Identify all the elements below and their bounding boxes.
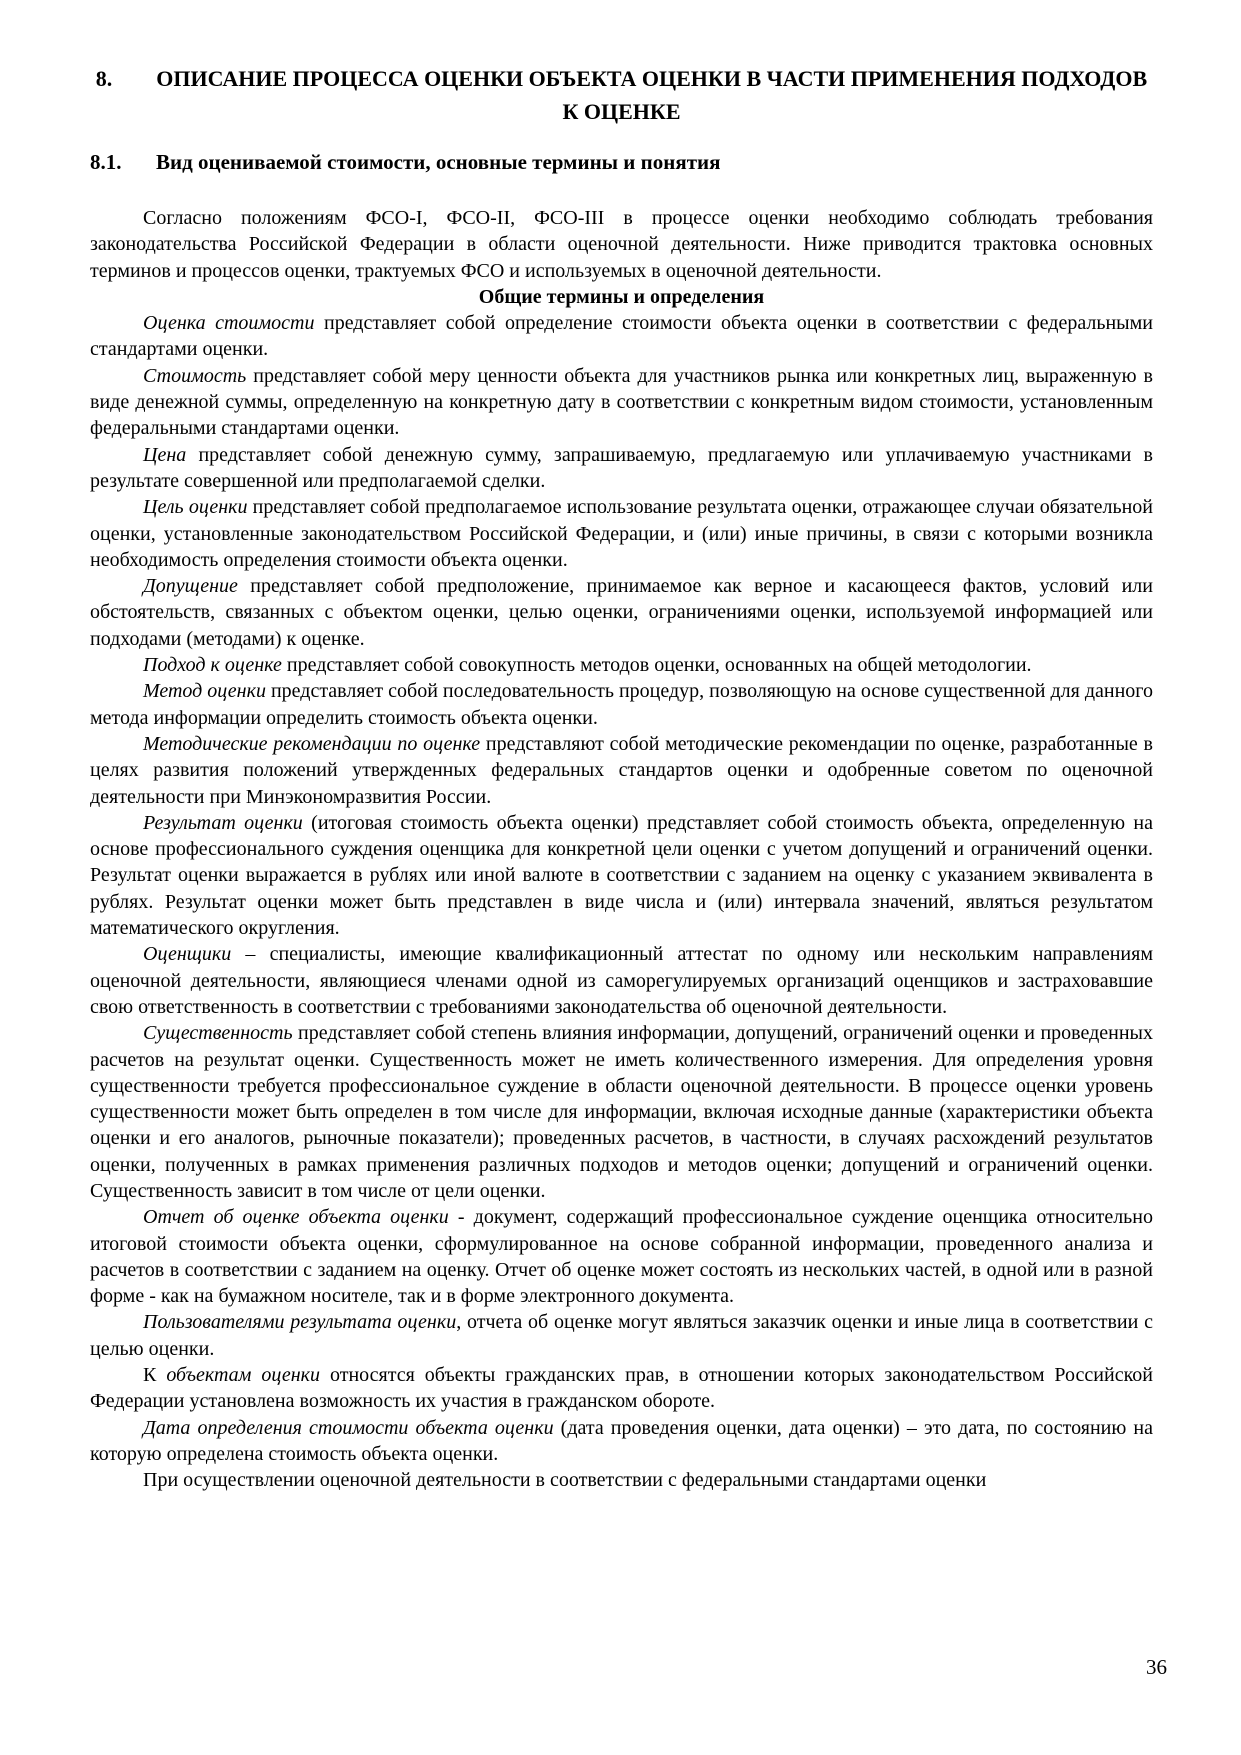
- definition-body: представляет собой денежную сумму, запрашиваемую, предлагаемую или уплачиваемую участниками в результате совершенной или предполагаемой сделки.: [90, 443, 1153, 492]
- definition-term: Цена: [143, 443, 187, 466]
- definition-paragraph: [90, 1362, 1153, 1415]
- page-number: 36: [1146, 1655, 1167, 1679]
- definition-body: (итоговая стоимость объекта оценки) представляет собой стоимость объекта, определенную на основе профессионального суждения оценщика для конкретной цели оценки с учетом допущений и ограничений оценки. Результат оценки выражается в рублях или иной валюте в соответствии с заданием на оценку с указанием эквивалента в рублях. Результат оценки может быть представлен в виде числа и (или) интервала значений, являться результатом математического округления.: [90, 811, 1153, 940]
- section-number: 8.1.: [90, 150, 122, 174]
- definition-paragraph: [90, 652, 1153, 678]
- definition-paragraph: [90, 1204, 1153, 1309]
- definition-body: - документ, содержащий профессиональное суждение оценщика относительно итоговой стоимости объекта оценки, сформулированное на основе собранной информации, проведенного анализа и расчетов в соответствии с заданием на оценку. Отчет об оценке может состоять из нескольких частей, в одной или в разной форме - как на бумажном носителе, так и в форме электронного документа.: [90, 1206, 1153, 1308]
- definition-term: Стоимость: [143, 364, 247, 387]
- definition-paragraph: [90, 1415, 1153, 1468]
- definition-paragraph: [90, 678, 1153, 731]
- definition-term: Методические рекомендации по оценке: [143, 732, 481, 755]
- definition-body: представляет собой определение стоимости объекта оценки в соответствии с федеральными стандартами оценки.: [90, 312, 1153, 361]
- definition-paragraph: [90, 1020, 1153, 1204]
- definition-body: представляет собой предположение, принимаемое как верное и касающееся фактов, условий или обстоятельств, связанных с объектом оценки, целью оценки, ограничениями оценки, используемой информацией или подходами (методами) к оценке.: [90, 575, 1153, 650]
- definition-body: представляет собой последовательность процедур, позволяющую на основе существенной для данного метода информации определить стоимость объекта оценки.: [90, 680, 1153, 729]
- body-text: [90, 205, 1153, 1494]
- definition-paragraph: [90, 494, 1153, 573]
- definition-body: – специалисты, имеющие квалификационный аттестат по одному или нескольким направлениям оценочной деятельности, являющиеся членами одной из саморегулируемых организаций оценщиков и застраховавшие свою ответственность в соответствии с требованиями законодательства об оценочной деятельности.: [90, 943, 1153, 1018]
- intro-paragraph: Согласно положениям ФСО-I, ФСО-II, ФСО-III в процессе оценки необходимо соблюдать требования законодательства Российской Федерации в области оценочной деятельности. Ниже приводится трактовка основных терминов и процессов оценки, трактуемых ФСО и используемых в оценочной деятельности.: [90, 207, 1153, 282]
- definition-body: представляет собой меру ценности объекта для участников рынка или конкретных лиц, выраженную в виде денежной суммы, определенную на конкретную дату в соответствии с конкретным видом стоимости, установленным федеральными стандартами оценки.: [90, 364, 1153, 440]
- definition-body: представляет собой предполагаемое использование результата оценки, отражающее случаи обязательной оценки, установленные законодательством Российской Федерации, и (или) иные причины, в связи с которыми возникла необходимость определения стоимости объекта оценки.: [90, 496, 1153, 571]
- definition-body: , отчета об оценке могут являться заказчик оценки и иные лица в соответствии с целью оценки.: [90, 1311, 1153, 1360]
- definition-paragraph: [90, 310, 1153, 363]
- chapter-heading: [90, 0, 1153, 128]
- definition-term: Подход к оценке: [143, 654, 282, 677]
- definition-body: При осуществлении оценочной деятельности в соответствии с федеральными стандартами оценки: [143, 1469, 987, 1492]
- definition-paragraph: [90, 363, 1153, 442]
- definition-body: относятся объекты гражданских прав, в отношении которых законодательством Российской Федерации установлена возможность их участия в гражданском обороте.: [90, 1364, 1153, 1413]
- definition-body: представляет собой степень влияния информации, допущений, ограничений оценки и проведенных расчетов на результат оценки. Существенность может не иметь количественного измерения. Для определения уровня существенности требуется профессиональное суждение в области оценочной деятельности. В процессе оценки уровень существенности может быть определен в том числе для информации, включая исходные данные (характеристики объекта оценки и его аналогов, рыночные показатели); проведенных расчетов, в частности, в случаях расхождений результатов оценки, полученных в рамках применения различных подходов и методов оценки; допущений и ограничений оценки. Существенность зависит в том числе от цели оценки.: [90, 1022, 1153, 1202]
- definition-paragraph: [90, 731, 1153, 810]
- definition-term: Цель оценки: [143, 496, 248, 519]
- page-content: [90, 0, 1153, 1494]
- definition-body: (дата проведения оценки, дата оценки) – это дата, по состоянию на которую определена стоимость объекта оценки.: [90, 1416, 1153, 1465]
- chapter-title: ОПИСАНИЕ ПРОЦЕССА ОЦЕНКИ ОБЪЕКТА ОЦЕНКИ В ЧАСТИ ПРИМЕНЕНИЯ ПОДХОДОВ К ОЦЕНКЕ: [156, 66, 1148, 124]
- definition-paragraph: [90, 442, 1153, 495]
- definition-term: Метод оценки: [143, 680, 266, 703]
- definition-term: Оценка стоимости: [143, 312, 315, 335]
- definition-prefix: К: [143, 1364, 167, 1387]
- definition-term: Существенность: [143, 1022, 293, 1045]
- section-title: Вид оцениваемой стоимости, основные термины и понятия: [156, 150, 721, 174]
- definition-term: Дата определения стоимости объекта оценки: [143, 1416, 554, 1439]
- definition-paragraph: [90, 810, 1153, 941]
- section-heading: [90, 149, 1153, 176]
- definition-term: Допущение: [143, 575, 238, 598]
- definition-term: Оценщики: [143, 943, 232, 966]
- definition-body: представляют собой методические рекомендации по оценке, разработанные в целях развития положений утвержденных федеральных стандартов оценки и одобренные советом по оценочной деятельности при Минэкономразвития России.: [90, 732, 1153, 808]
- chapter-number: 8.: [95, 66, 113, 91]
- definition-term: Результат оценки: [143, 811, 303, 834]
- definition-term: Отчет об оценке объекта оценки: [143, 1206, 449, 1229]
- definition-paragraph: [90, 941, 1153, 1020]
- definition-paragraph: [90, 1309, 1153, 1362]
- terms-subheading: Общие термины и определения: [478, 285, 765, 308]
- definition-paragraph: [90, 1467, 1153, 1493]
- definition-body: представляет собой совокупность методов оценки, основанных на общей методологии.: [281, 654, 1032, 677]
- definition-term: Пользователями результата оценки: [143, 1311, 457, 1334]
- definition-term: объектам оценки: [166, 1364, 321, 1387]
- definition-paragraph: [90, 573, 1153, 652]
